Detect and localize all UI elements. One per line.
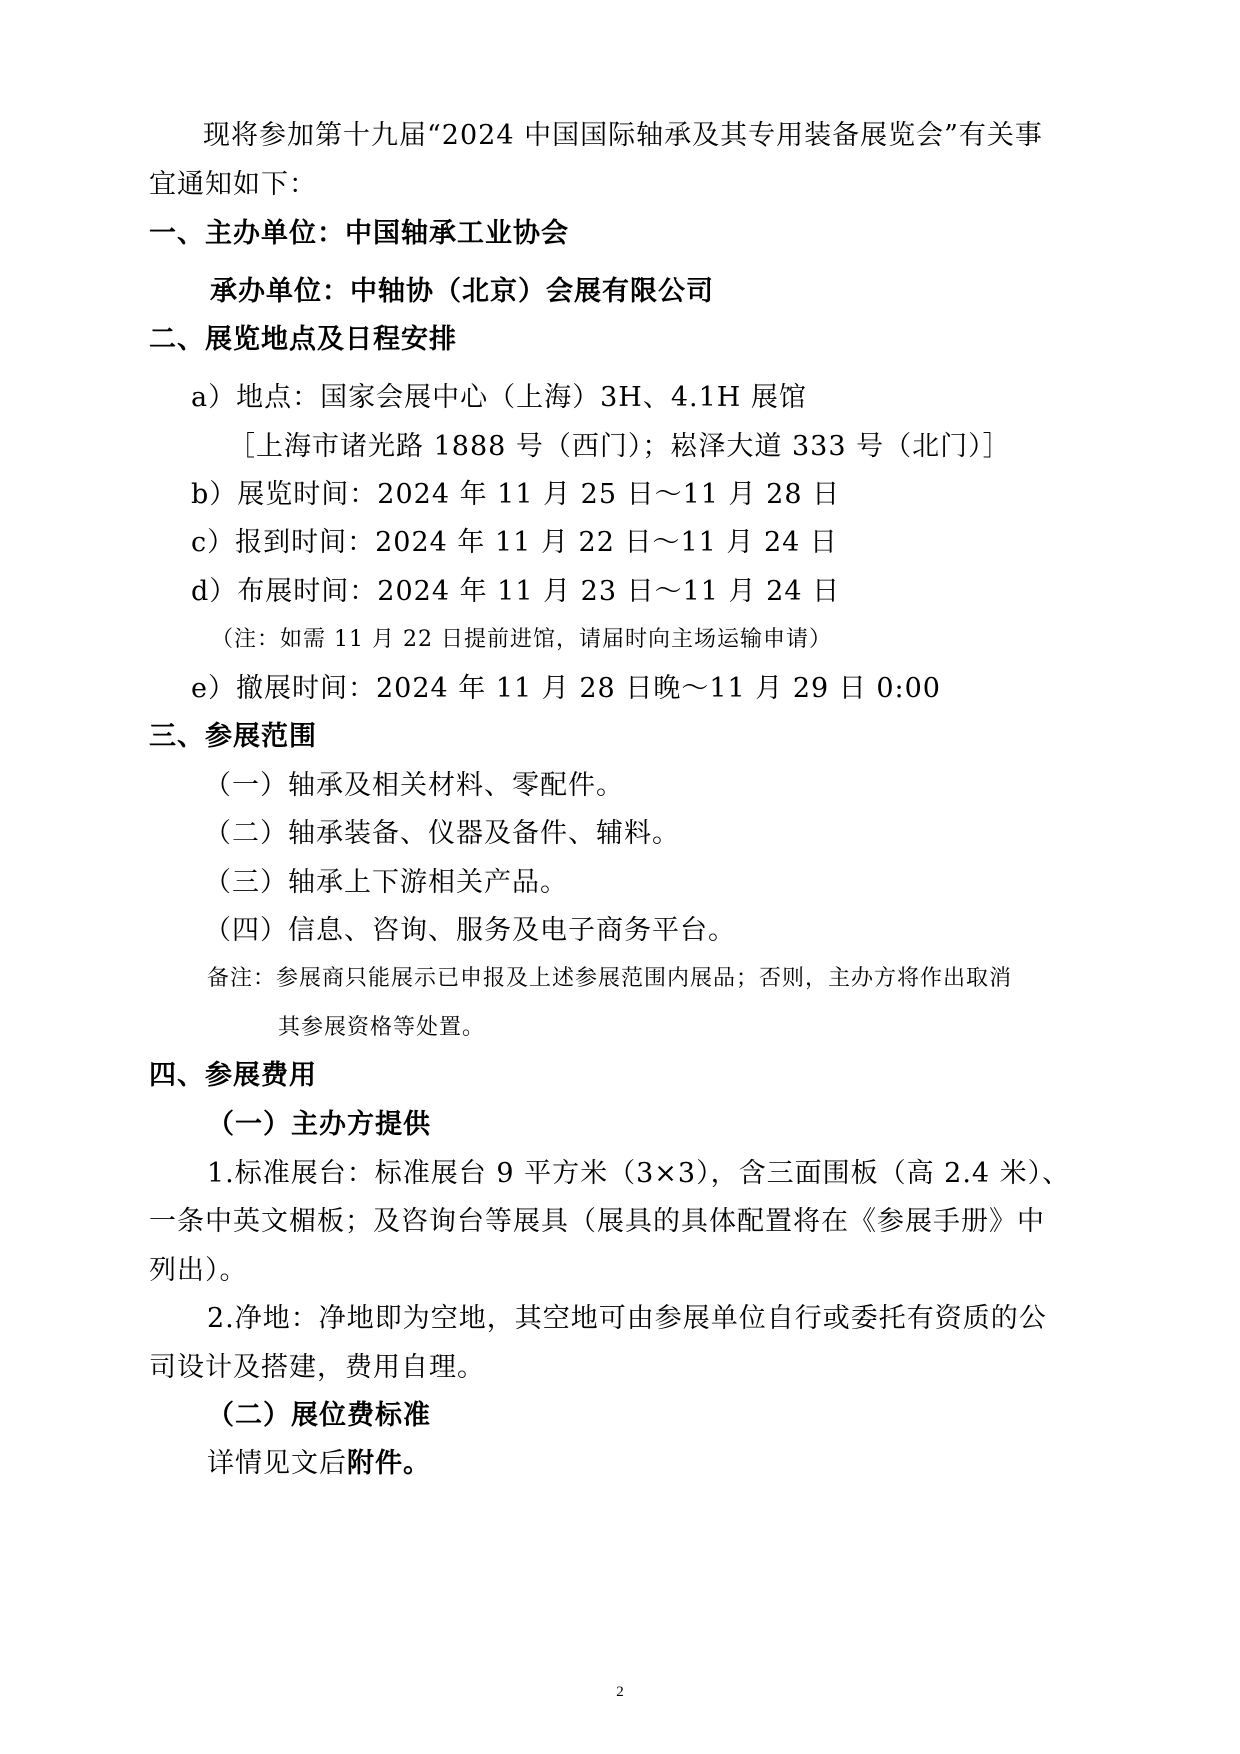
registration-time: c）报到时间：2024 年 11 月 22 日～11 月 24 日 [191, 527, 838, 558]
section-1-heading: 一、主办单位：中国轴承工业协会 [149, 218, 569, 249]
raw-space-line-2: 司设计及搭建，费用自理。 [149, 1352, 485, 1383]
scope-remark-line-1: 备注：参展商只能展示已申报及上述参展范围内展品；否则，主办方将作出取消 [207, 966, 1013, 991]
intro-line-2: 宜通知如下： [149, 169, 317, 200]
standard-booth-line-1: 1.标准展台：标准展台 9 平方米（3×3），含三面围板（高 2.4 米）、 [207, 1158, 1071, 1189]
standard-booth-line-2: 一条中英文楣板；及咨询台等展具（展具的具体配置将在《参展手册》中 [149, 1206, 1045, 1237]
section-2-heading: 二、展览地点及日程安排 [149, 324, 457, 355]
setup-note: （注：如需 11 月 22 日提前进馆，请届时向主场运输申请） [211, 627, 832, 652]
section-4-heading: 四、参展费用 [149, 1060, 317, 1091]
scope-item: （三）轴承上下游相关产品。 [204, 867, 568, 898]
details-text: 详情见文后 [207, 1448, 347, 1479]
details-line [207, 1450, 431, 1477]
page-number: 2 [616, 1684, 624, 1700]
booth-fee-heading: （二）展位费标准 [207, 1400, 431, 1431]
scope-item: （二）轴承装备、仪器及备件、辅料。 [204, 818, 680, 849]
co-organizer: 承办单位：中轴协（北京）会展有限公司 [210, 276, 714, 307]
scope-remark-line-2: 其参展资格等处置。 [278, 1015, 486, 1040]
section-3-heading: 三、参展范围 [149, 721, 317, 752]
venue-line: a）地点：国家会展中心（上海）3H、4.1H 展馆 [191, 382, 807, 413]
dismantle-time: e）撤展时间：2024 年 11 月 28 日晚～11 月 29 日 0:00 [191, 673, 941, 704]
scope-item: （一）轴承及相关材料、零配件。 [204, 770, 624, 801]
scope-item: （四）信息、咨询、服务及电子商务平台。 [204, 915, 736, 946]
intro-line-1: 现将参加第十九届“2024 中国国际轴承及其专用装备展览会”有关事 [203, 120, 1043, 151]
venue-address: ［上海市诸光路 1888 号（西门）；崧泽大道 333 号（北门）］ [228, 431, 1011, 462]
raw-space-line-1: 2.净地：净地即为空地，其空地可由参展单位自行或委托有资质的公 [207, 1303, 1047, 1334]
organizer-provides-heading: （一）主办方提供 [207, 1109, 431, 1140]
setup-time: d）布展时间：2024 年 11 月 23 日～11 月 24 日 [191, 576, 841, 607]
attachment-text: 附件。 [347, 1448, 431, 1479]
exhibition-time: b）展览时间：2024 年 11 月 25 日～11 月 28 日 [191, 479, 841, 510]
standard-booth-line-3: 列出）。 [149, 1255, 248, 1286]
